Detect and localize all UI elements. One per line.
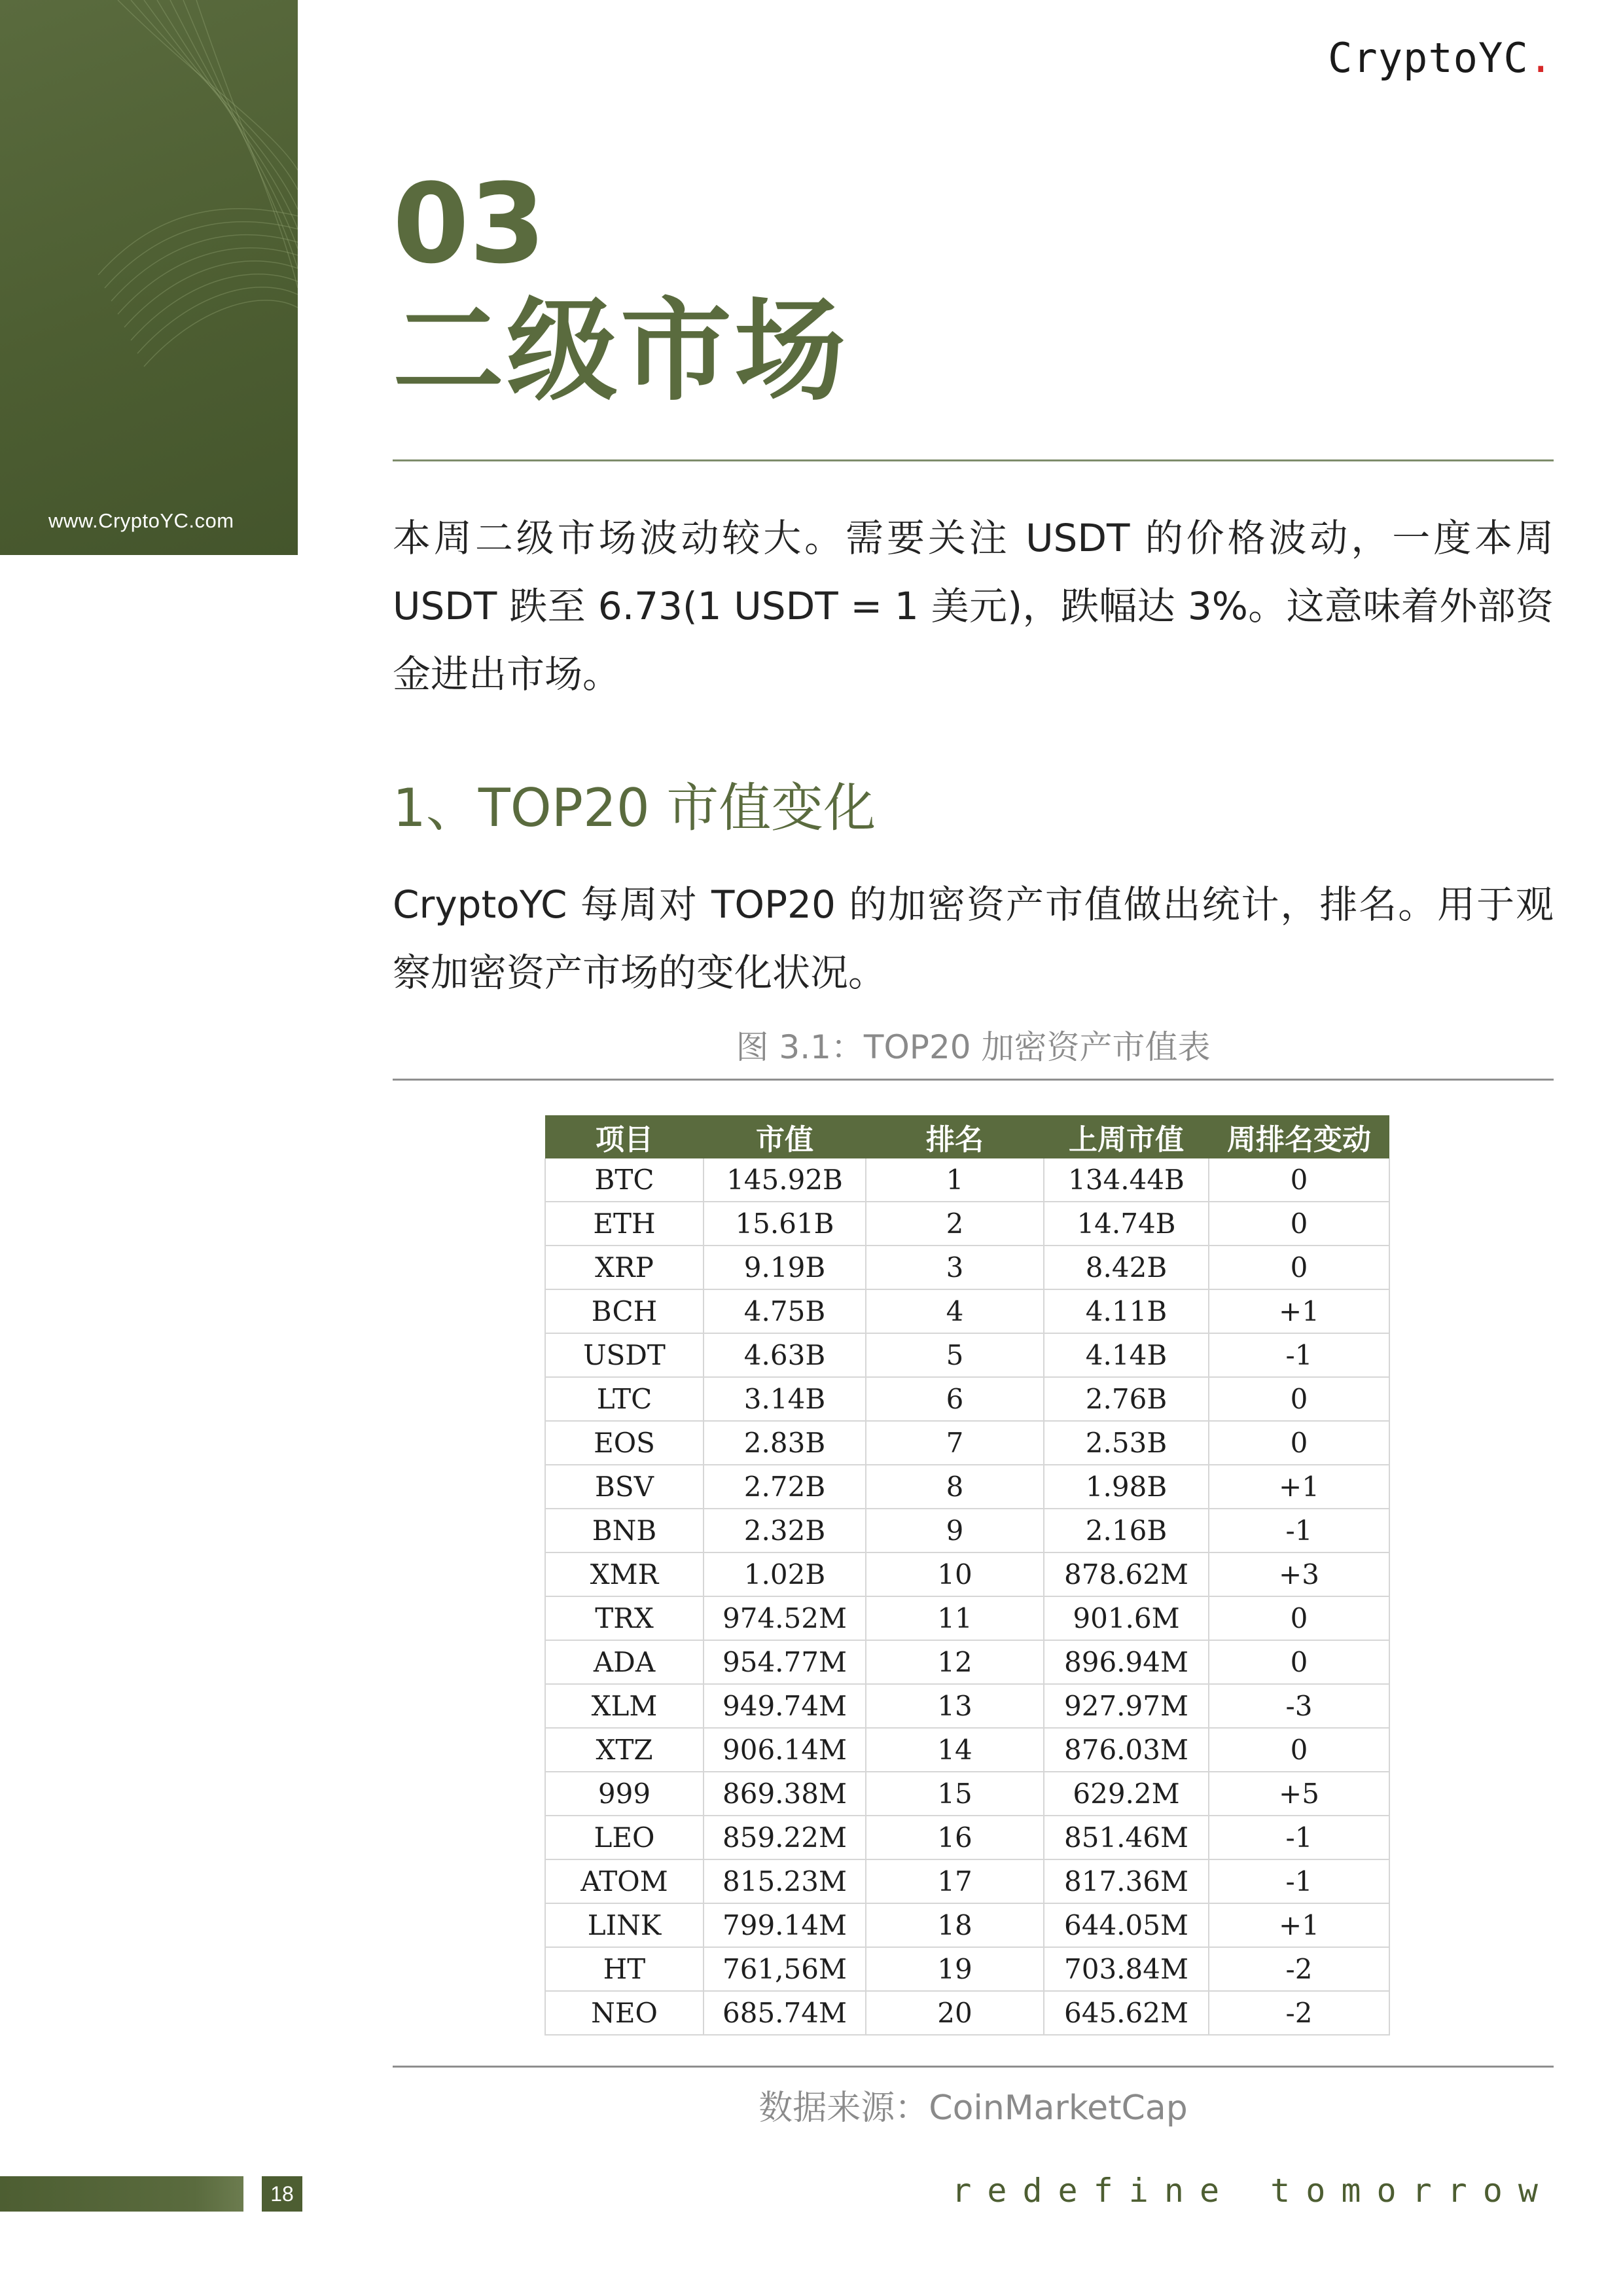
table-cell: 5 xyxy=(866,1333,1044,1377)
table-cell: +1 xyxy=(1209,1465,1389,1509)
table-row xyxy=(545,1640,1389,1684)
table-cell: 2.83B xyxy=(704,1421,866,1465)
table-cell: 0 xyxy=(1209,1246,1389,1289)
table-cell: -1 xyxy=(1209,1859,1389,1903)
table-row xyxy=(545,1816,1389,1859)
table-row xyxy=(545,1991,1389,2035)
table-cell: XRP xyxy=(545,1246,704,1289)
table-cell: 2.32B xyxy=(704,1509,866,1552)
table-cell: 15 xyxy=(866,1772,1044,1816)
table-cell: 869.38M xyxy=(704,1772,866,1816)
column-header: 市值 xyxy=(704,1115,866,1158)
table-cell: 145.92B xyxy=(704,1158,866,1202)
table-cell: 927.97M xyxy=(1044,1684,1209,1728)
table-row xyxy=(545,1509,1389,1552)
table-cell: ETH xyxy=(545,1202,704,1246)
table-cell: 2.53B xyxy=(1044,1421,1209,1465)
figure-bottom-divider xyxy=(393,2066,1554,2068)
brand-dot: . xyxy=(1528,34,1554,82)
table-cell: -1 xyxy=(1209,1333,1389,1377)
table-cell: -3 xyxy=(1209,1684,1389,1728)
table-row xyxy=(545,1377,1389,1421)
table-cell: 6 xyxy=(866,1377,1044,1421)
table-row xyxy=(545,1421,1389,1465)
table-cell: XMR xyxy=(545,1552,704,1596)
table-row xyxy=(545,1465,1389,1509)
table-row xyxy=(545,1684,1389,1728)
table-body xyxy=(545,1158,1389,2035)
table-cell: 1 xyxy=(866,1158,1044,1202)
table-cell: +1 xyxy=(1209,1903,1389,1947)
table-cell: 18 xyxy=(866,1903,1044,1947)
table-cell: 0 xyxy=(1209,1596,1389,1640)
table-cell: 3.14B xyxy=(704,1377,866,1421)
brand-logo xyxy=(1328,34,1554,82)
table-cell: 10 xyxy=(866,1552,1044,1596)
table-row xyxy=(545,1947,1389,1991)
table-cell: 1.02B xyxy=(704,1552,866,1596)
table-cell: HT xyxy=(545,1947,704,1991)
table-cell: ATOM xyxy=(545,1859,704,1903)
column-header: 排名 xyxy=(866,1115,1044,1158)
table-cell: 0 xyxy=(1209,1728,1389,1772)
brand-name: CryptoYC xyxy=(1328,34,1529,82)
table-row xyxy=(545,1552,1389,1596)
table-cell: 17 xyxy=(866,1859,1044,1903)
table-cell: 4.75B xyxy=(704,1289,866,1333)
table-cell: 2.16B xyxy=(1044,1509,1209,1552)
table-cell: 859.22M xyxy=(704,1816,866,1859)
table-row xyxy=(545,1289,1389,1333)
table-cell: 14.74B xyxy=(1044,1202,1209,1246)
footer-accent-bar xyxy=(0,2176,243,2212)
sidebar-decoration xyxy=(0,0,298,555)
table-header-row xyxy=(545,1115,1389,1158)
table-cell: 999 xyxy=(545,1772,704,1816)
table-cell: 11 xyxy=(866,1596,1044,1640)
table-cell: 644.05M xyxy=(1044,1903,1209,1947)
table-cell: 16 xyxy=(866,1816,1044,1859)
table-cell: +1 xyxy=(1209,1289,1389,1333)
table-cell: 15.61B xyxy=(704,1202,866,1246)
section-number: 03 xyxy=(393,160,546,288)
table-cell: -2 xyxy=(1209,1991,1389,2035)
table-cell: 2 xyxy=(866,1202,1044,1246)
table-row xyxy=(545,1158,1389,1202)
footer-tagline: redefine tomorrow xyxy=(952,2172,1554,2210)
table-cell: 815.23M xyxy=(704,1859,866,1903)
table-cell: +5 xyxy=(1209,1772,1389,1816)
table-cell: 0 xyxy=(1209,1158,1389,1202)
table-cell: 12 xyxy=(866,1640,1044,1684)
table-row xyxy=(545,1859,1389,1903)
table-row xyxy=(545,1596,1389,1640)
table-cell: 896.94M xyxy=(1044,1640,1209,1684)
table-cell: 9.19B xyxy=(704,1246,866,1289)
table-cell: 19 xyxy=(866,1947,1044,1991)
subsection-title: 1、TOP20 市值变化 xyxy=(393,778,876,838)
table-cell: 761,56M xyxy=(704,1947,866,1991)
table-cell: 0 xyxy=(1209,1421,1389,1465)
table-cell: 0 xyxy=(1209,1377,1389,1421)
table-cell: 2.76B xyxy=(1044,1377,1209,1421)
table-cell: -2 xyxy=(1209,1947,1389,1991)
table-row xyxy=(545,1903,1389,1947)
table-cell: 629.2M xyxy=(1044,1772,1209,1816)
table-cell: 954.77M xyxy=(704,1640,866,1684)
table-cell: 134.44B xyxy=(1044,1158,1209,1202)
table-cell: 949.74M xyxy=(704,1684,866,1728)
table-cell: 0 xyxy=(1209,1202,1389,1246)
table-cell: NEO xyxy=(545,1991,704,2035)
table-cell: USDT xyxy=(545,1333,704,1377)
table-cell: 901.6M xyxy=(1044,1596,1209,1640)
table-cell: 8 xyxy=(866,1465,1044,1509)
table-cell: LEO xyxy=(545,1816,704,1859)
table-cell: BCH xyxy=(545,1289,704,1333)
table-cell: 2.72B xyxy=(704,1465,866,1509)
figure-top-divider xyxy=(393,1079,1554,1081)
table-cell: XTZ xyxy=(545,1728,704,1772)
table-row xyxy=(545,1772,1389,1816)
table-cell: 645.62M xyxy=(1044,1991,1209,2035)
table-cell: 20 xyxy=(866,1991,1044,2035)
page-number: 18 xyxy=(262,2176,302,2212)
table-cell: 8.42B xyxy=(1044,1246,1209,1289)
table-cell: LTC xyxy=(545,1377,704,1421)
intro-paragraph: 本周二级市场波动较大。需要关注 USDT 的价格波动，一度本周 USDT 跌至 6.73(1 USDT = 1 美元)，跌幅达 3%。这意味着外部资金进出市场。 xyxy=(393,516,1554,696)
table-cell: 851.46M xyxy=(1044,1816,1209,1859)
table-cell: TRX xyxy=(545,1596,704,1640)
table-cell: 817.36M xyxy=(1044,1859,1209,1903)
table-cell: 9 xyxy=(866,1509,1044,1552)
table-cell: 876.03M xyxy=(1044,1728,1209,1772)
table-cell: -1 xyxy=(1209,1509,1389,1552)
table-cell: BNB xyxy=(545,1509,704,1552)
table-cell: EOS xyxy=(545,1421,704,1465)
table-row xyxy=(545,1202,1389,1246)
table-cell: 703.84M xyxy=(1044,1947,1209,1991)
table-cell: LINK xyxy=(545,1903,704,1947)
market-cap-table xyxy=(544,1115,1390,2036)
table-cell: 0 xyxy=(1209,1640,1389,1684)
website-url: www.CryptoYC.com xyxy=(48,509,234,532)
table-cell: 4.11B xyxy=(1044,1289,1209,1333)
wave-lines-graphic xyxy=(0,0,298,555)
table-cell: 974.52M xyxy=(704,1596,866,1640)
table-cell: 799.14M xyxy=(704,1903,866,1947)
table-cell: BTC xyxy=(545,1158,704,1202)
table-cell: 685.74M xyxy=(704,1991,866,2035)
table-cell: 4.63B xyxy=(704,1333,866,1377)
table-row xyxy=(545,1246,1389,1289)
column-header: 周排名变动 xyxy=(1209,1115,1389,1158)
table-cell: 14 xyxy=(866,1728,1044,1772)
table-cell: +3 xyxy=(1209,1552,1389,1596)
subsection-paragraph: CryptoYC 每周对 TOP20 的加密资产市值做出统计，排名。用于观察加密资产市场的变化状况。 xyxy=(393,882,1554,995)
table-row xyxy=(545,1728,1389,1772)
table-cell: 4 xyxy=(866,1289,1044,1333)
table-cell: -1 xyxy=(1209,1816,1389,1859)
table-cell: XLM xyxy=(545,1684,704,1728)
figure-caption: 图 3.1：TOP20 加密资产市值表 xyxy=(736,1028,1211,1066)
table-cell: 906.14M xyxy=(704,1728,866,1772)
table-row xyxy=(545,1333,1389,1377)
title-divider xyxy=(393,459,1554,461)
table-cell: BSV xyxy=(545,1465,704,1509)
table-cell: ADA xyxy=(545,1640,704,1684)
table-cell: 1.98B xyxy=(1044,1465,1209,1509)
table-cell: 7 xyxy=(866,1421,1044,1465)
table-cell: 878.62M xyxy=(1044,1552,1209,1596)
column-header: 项目 xyxy=(545,1115,704,1158)
table-cell: 3 xyxy=(866,1246,1044,1289)
data-source: 数据来源：CoinMarketCap xyxy=(758,2089,1188,2128)
section-title: 二级市场 xyxy=(393,287,849,416)
table-cell: 13 xyxy=(866,1684,1044,1728)
column-header: 上周市值 xyxy=(1044,1115,1209,1158)
table-cell: 4.14B xyxy=(1044,1333,1209,1377)
